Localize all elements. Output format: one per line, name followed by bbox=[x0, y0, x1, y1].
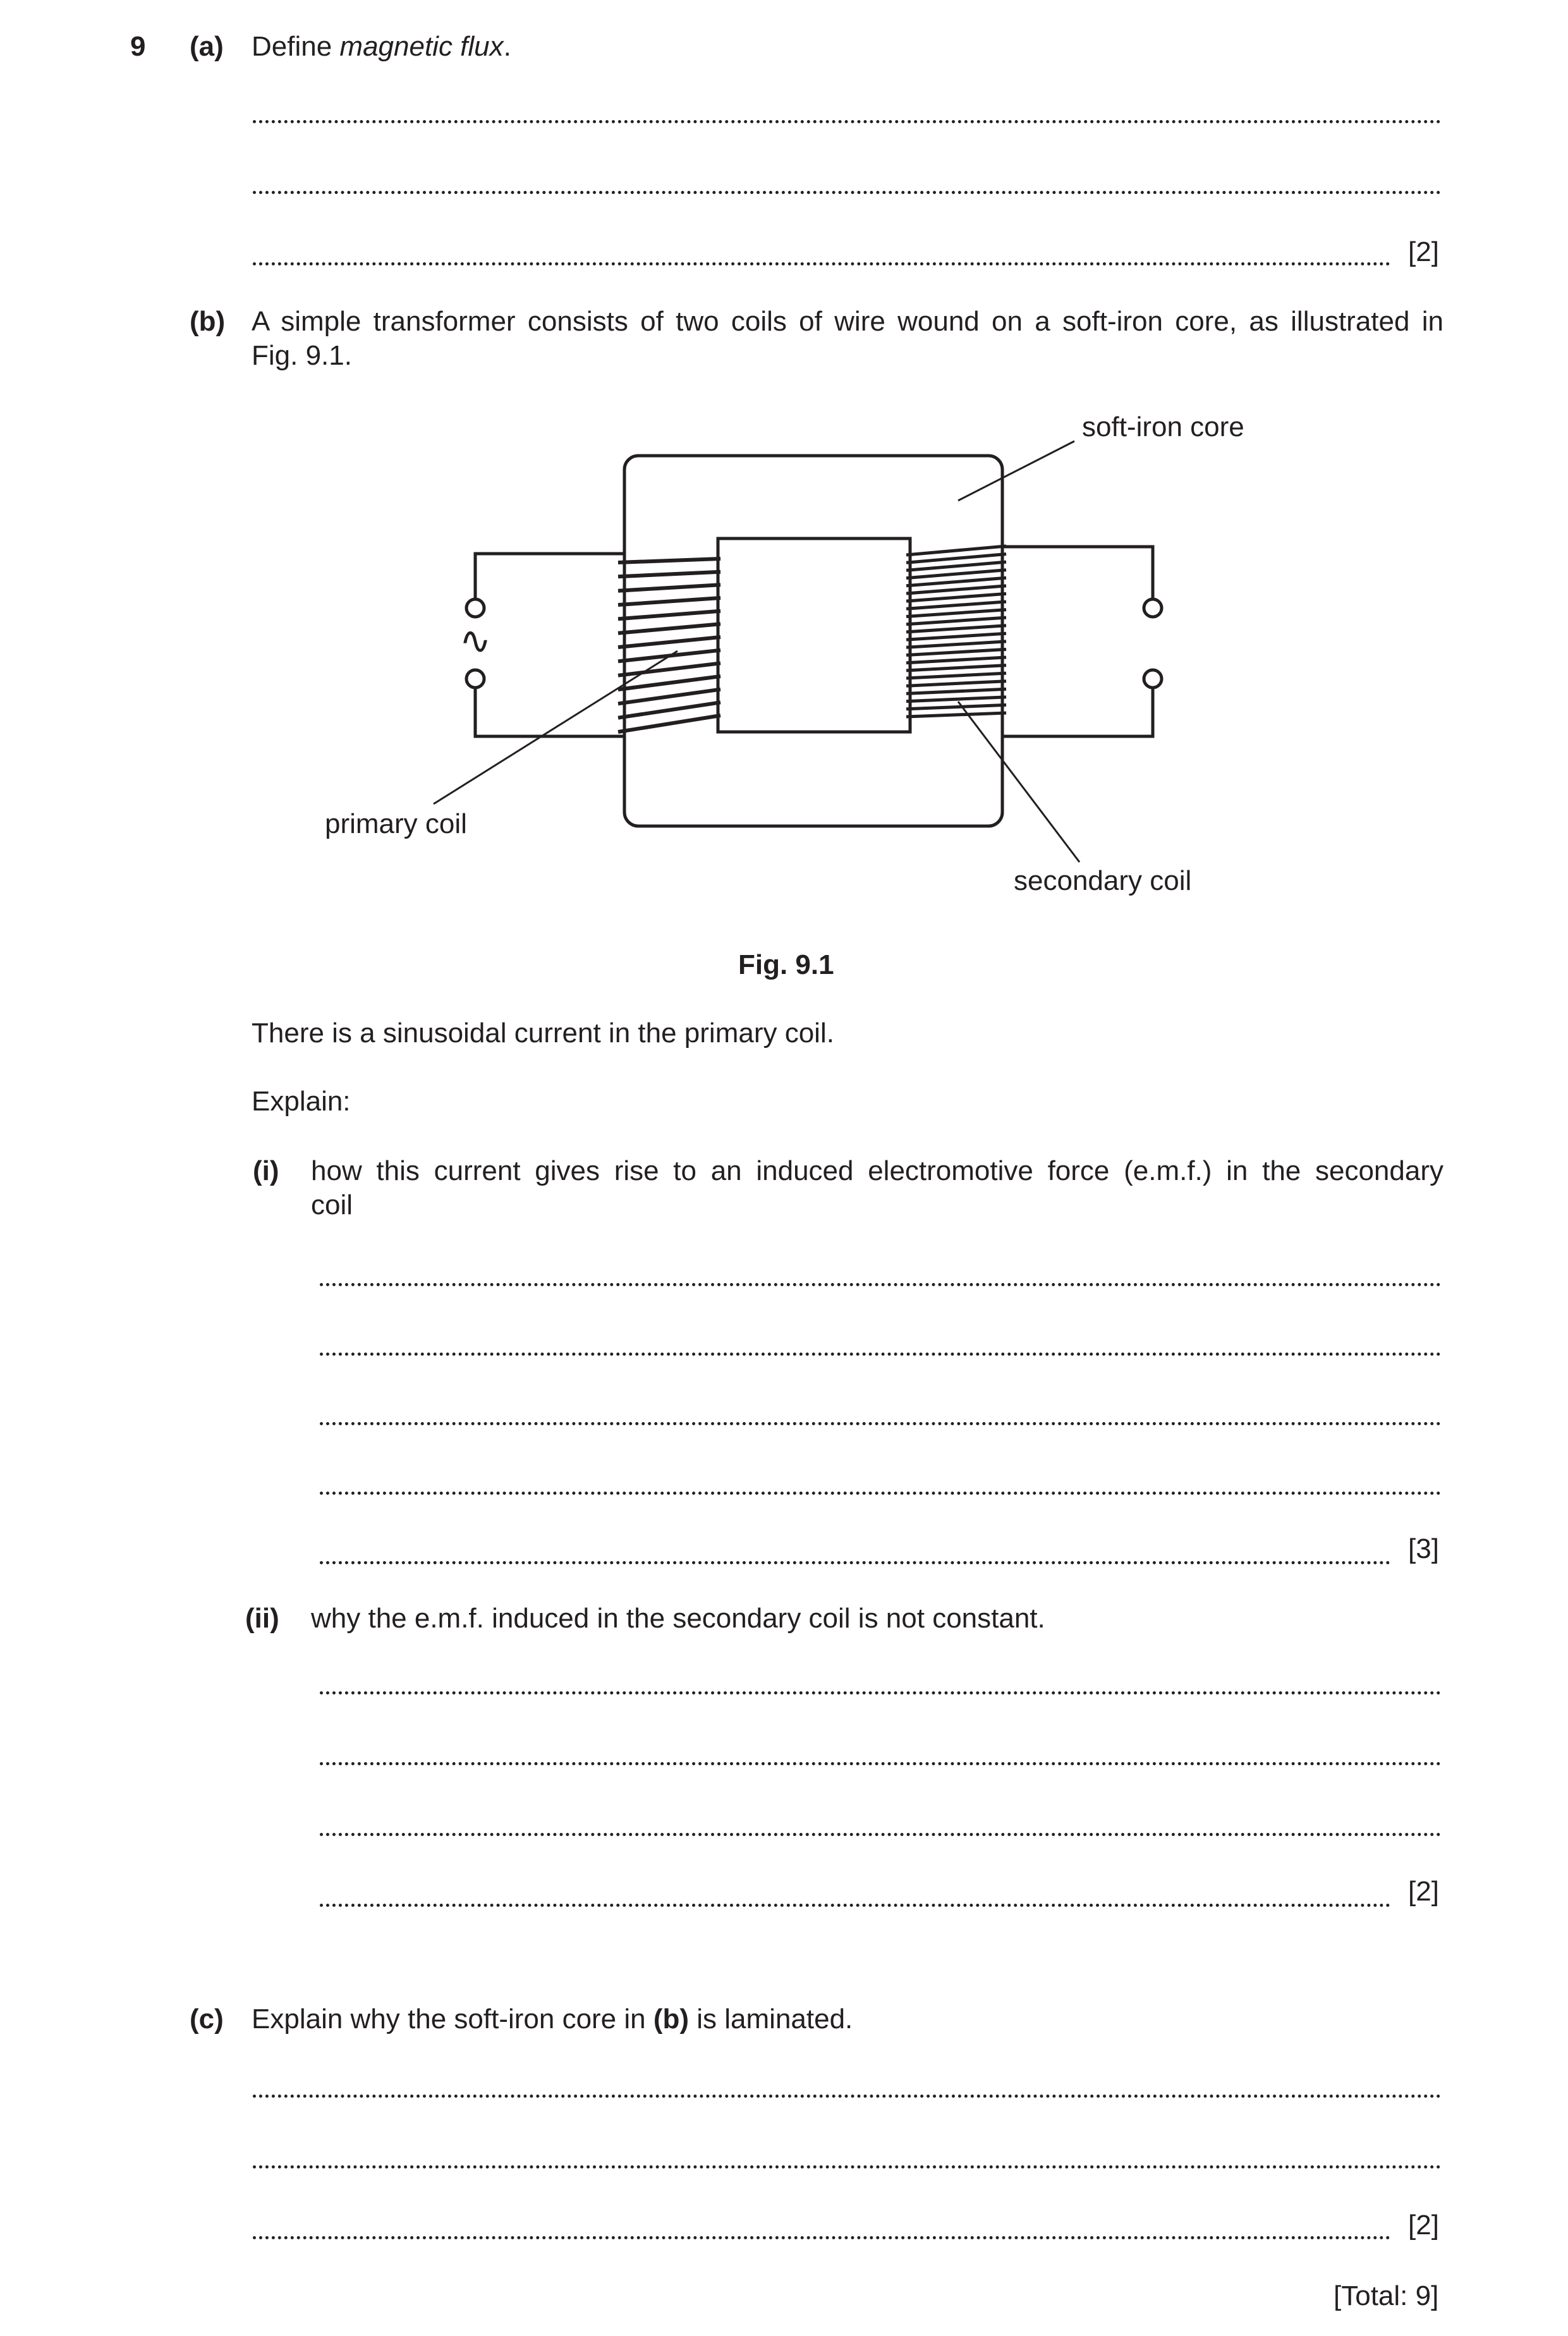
answer-line-i-3[interactable] bbox=[320, 1422, 1441, 1425]
primary-wire-bottom bbox=[475, 689, 624, 736]
secondary-coil-turn bbox=[906, 705, 1006, 709]
part-a-marks: [2] bbox=[1408, 236, 1439, 267]
secondary-coil-turn bbox=[906, 554, 1006, 563]
answer-line-ii-1[interactable] bbox=[320, 1691, 1441, 1694]
sub-i-line2: coil bbox=[311, 1189, 353, 1220]
primary-terminal-bottom bbox=[466, 670, 484, 688]
answer-line-c-1[interactable] bbox=[253, 2095, 1441, 2098]
primary-coil-turn bbox=[618, 702, 720, 717]
part-c-label: (c) bbox=[190, 2004, 224, 2035]
secondary-coil-turn bbox=[906, 586, 1006, 593]
part-c-prefix: Explain why the soft-iron core in bbox=[252, 2004, 653, 2035]
part-a-label: (a) bbox=[190, 31, 224, 62]
secondary-coil-turn bbox=[906, 666, 1006, 671]
secondary-coil-turn bbox=[906, 546, 1006, 555]
secondary-coil bbox=[906, 546, 1006, 717]
sub-i-label: (i) bbox=[253, 1155, 279, 1186]
answer-line-i-2[interactable] bbox=[320, 1353, 1441, 1356]
sub-ii-marks: [2] bbox=[1408, 1876, 1439, 1907]
part-c-marks: [2] bbox=[1408, 2210, 1439, 2241]
figure-caption: Fig. 9.1 bbox=[738, 949, 834, 980]
part-c-ref: (b) bbox=[653, 2004, 690, 2035]
label-primary-coil: primary coil bbox=[325, 808, 467, 839]
secondary-coil-turn bbox=[906, 633, 1006, 640]
secondary-coil-turn bbox=[906, 578, 1006, 586]
primary-coil-turn bbox=[618, 650, 720, 662]
secondary-coil-turn bbox=[906, 713, 1006, 717]
part-b-intro-line1: A simple transformer consists of two coils of wire wound on a soft-iron core, as illustrated in bbox=[252, 306, 1443, 337]
label-secondary-coil: secondary coil bbox=[1014, 865, 1192, 896]
sub-ii-label: (ii) bbox=[245, 1603, 279, 1634]
primary-coil bbox=[618, 559, 720, 732]
part-b-explain: Explain: bbox=[252, 1086, 351, 1117]
core-window bbox=[718, 538, 910, 732]
primary-terminal-top bbox=[466, 599, 484, 617]
primary-coil-turn bbox=[618, 624, 720, 633]
label-soft-iron-core: soft-iron core bbox=[1082, 411, 1244, 442]
answer-line-ii-3[interactable] bbox=[320, 1833, 1441, 1836]
part-a-prompt-suffix: . bbox=[503, 31, 511, 62]
part-b-statement: There is a sinusoidal current in the primary coil. bbox=[252, 1018, 834, 1049]
secondary-coil-turn bbox=[906, 673, 1006, 678]
total-marks: [Total: 9] bbox=[1334, 2280, 1439, 2311]
secondary-coil-turn bbox=[906, 657, 1006, 663]
primary-coil-turn bbox=[618, 690, 720, 704]
secondary-coil-turn bbox=[906, 697, 1006, 702]
answer-line-i-5[interactable] bbox=[320, 1561, 1390, 1564]
part-c-prompt bbox=[252, 2002, 853, 2036]
sub-ii-text: why the e.m.f. induced in the secondary coil is not constant. bbox=[311, 1603, 1045, 1634]
primary-coil-turn bbox=[618, 663, 720, 675]
secondary-terminal-bottom bbox=[1144, 670, 1162, 688]
answer-line-c-2[interactable] bbox=[253, 2165, 1441, 2169]
question-number: 9 bbox=[130, 31, 146, 62]
primary-coil-turn bbox=[618, 559, 720, 563]
secondary-coil-turn bbox=[906, 593, 1006, 601]
secondary-coil-turn bbox=[906, 642, 1006, 647]
secondary-coil-turn bbox=[906, 617, 1006, 624]
primary-coil-turn bbox=[618, 598, 720, 605]
sub-i-line1: how this current gives rise to an induced electromotive force (e.m.f.) in the secondary bbox=[311, 1155, 1443, 1186]
secondary-coil-turn bbox=[906, 570, 1006, 578]
part-b-label: (b) bbox=[190, 306, 226, 337]
answer-line-ii-4[interactable] bbox=[320, 1904, 1390, 1907]
transformer-diagram bbox=[0, 0, 1568, 1011]
secondary-coil-turn bbox=[906, 689, 1006, 693]
secondary-wire-bottom bbox=[1002, 689, 1153, 736]
answer-line-c-3[interactable] bbox=[253, 2236, 1390, 2239]
secondary-coil-turn bbox=[906, 626, 1006, 632]
secondary-coil-turn bbox=[906, 681, 1006, 686]
primary-coil-turn bbox=[618, 715, 720, 732]
secondary-coil-turn bbox=[906, 649, 1006, 655]
primary-wire-top bbox=[475, 554, 624, 598]
part-c-suffix: is laminated. bbox=[689, 2004, 853, 2035]
answer-line-i-1[interactable] bbox=[320, 1283, 1441, 1286]
secondary-leader-line bbox=[958, 702, 1079, 862]
core-leader-line bbox=[958, 441, 1074, 501]
part-a-prompt-prefix: Define bbox=[252, 31, 340, 62]
part-a-prompt-term: magnetic flux bbox=[339, 31, 504, 62]
answer-line-ii-2[interactable] bbox=[320, 1762, 1441, 1765]
sub-i-marks: [3] bbox=[1408, 1533, 1439, 1564]
answer-line-i-4[interactable] bbox=[320, 1492, 1441, 1495]
part-b-intro-line2: Fig. 9.1. bbox=[252, 340, 352, 371]
primary-coil-turn bbox=[618, 611, 720, 619]
secondary-coil-turn bbox=[906, 562, 1006, 570]
primary-coil-turn bbox=[618, 637, 720, 647]
primary-coil-turn bbox=[618, 572, 720, 577]
ac-source-icon: ∿ bbox=[459, 619, 492, 662]
secondary-coil-turn bbox=[906, 610, 1006, 617]
secondary-wire-top bbox=[1002, 547, 1153, 598]
secondary-terminal-top bbox=[1144, 599, 1162, 617]
primary-coil-turn bbox=[618, 585, 720, 590]
secondary-coil-turn bbox=[906, 602, 1006, 609]
